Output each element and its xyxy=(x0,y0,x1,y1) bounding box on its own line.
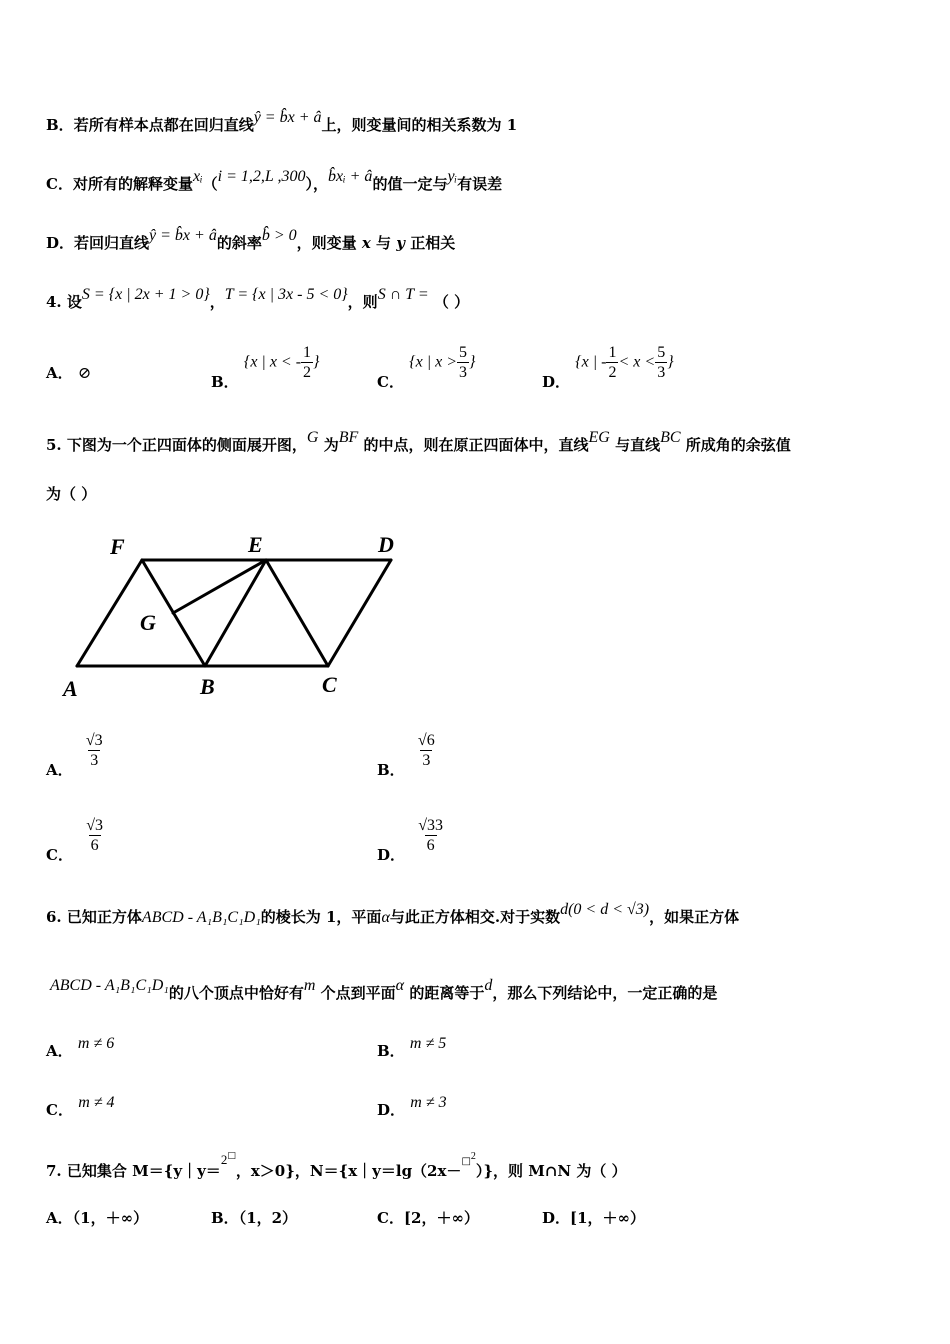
option-text: 正相关 xyxy=(405,234,456,252)
stem-text: ，则 xyxy=(347,293,378,311)
option-math: m ≠ 4 xyxy=(78,1094,115,1111)
stem-text: ，那么下列结论中，一定正确的是 xyxy=(492,984,718,1002)
edge-af xyxy=(77,560,142,666)
option-text: （1，2） xyxy=(238,1209,298,1227)
label-f: F xyxy=(110,534,125,559)
fraction xyxy=(655,343,667,382)
point-g: G xyxy=(306,429,319,446)
option-label: A． xyxy=(46,1209,73,1227)
q5-stem xyxy=(46,429,791,456)
numerator: √3 xyxy=(86,817,103,834)
option-label: B． xyxy=(211,372,239,391)
option-text: [2，＋∞） xyxy=(403,1209,479,1227)
numerator: 5 xyxy=(458,344,467,361)
net-lines xyxy=(77,560,391,666)
option-label: B． xyxy=(377,760,405,779)
edge-ec xyxy=(266,560,328,666)
var-x: x xyxy=(361,234,371,252)
slope-condition: b̂ > 0 xyxy=(261,227,297,244)
line-eg: EG xyxy=(588,429,610,446)
stem-text: ，x＞0}，N＝{x｜y＝lg（2x－ xyxy=(235,1162,462,1180)
option-label: A． xyxy=(46,364,73,382)
option-label: C． xyxy=(46,845,73,864)
option-label: D． xyxy=(542,1209,571,1227)
segment-bf: BF xyxy=(338,429,359,446)
cube-name: ABCD - A₁B₁C₁D₁ xyxy=(50,977,169,994)
denominator: 2 xyxy=(608,364,617,381)
paren: （ xyxy=(202,175,218,193)
fraction xyxy=(457,343,469,382)
option-math: m ≠ 6 xyxy=(77,1035,115,1052)
q3-option-d xyxy=(46,227,456,254)
q4-option-c[interactable] xyxy=(377,343,476,391)
plane-alpha: α xyxy=(381,909,390,926)
option-label: A． xyxy=(46,760,73,779)
q6-stem-line2 xyxy=(50,977,718,1004)
option-label: C． xyxy=(46,175,73,193)
regression-line-formula: ŷ = b̂x + â xyxy=(253,109,322,126)
q5-option-a[interactable] xyxy=(46,731,105,779)
q3-option-c xyxy=(46,168,503,195)
denominator: 2 xyxy=(303,364,312,381)
label-d: D xyxy=(378,532,394,557)
question-number: 6. xyxy=(46,908,62,926)
exponent-base: 2 xyxy=(220,1152,228,1167)
q7-option-d[interactable] xyxy=(542,1208,645,1228)
q7-option-a[interactable] xyxy=(46,1208,148,1228)
edge-cd xyxy=(328,560,391,666)
option-text: 对所有的解释变量 xyxy=(72,175,193,193)
option-label: A． xyxy=(46,1042,73,1060)
cube-name: ABCD - A₁B₁C₁D₁ xyxy=(141,909,261,926)
option-label: D． xyxy=(377,845,406,864)
option-text: ，则变量 xyxy=(296,234,362,252)
math-xi: xᵢ xyxy=(192,168,203,185)
option-text: 的斜率 xyxy=(216,234,262,252)
numerator: √33 xyxy=(418,817,444,834)
set-s: S = {x | 2x + 1 > 0} xyxy=(81,286,210,303)
stem-text: 与直线 xyxy=(615,436,661,454)
stem-text: 已知集合 M＝{y｜y＝ xyxy=(66,1162,221,1180)
q5-stem-line2 xyxy=(46,484,96,504)
numerator: √3 xyxy=(85,732,103,749)
set-expr: } xyxy=(468,353,476,371)
set-expr: {x | x < - xyxy=(243,353,302,371)
stem-text: 已知正方体 xyxy=(66,908,142,926)
q5-option-c[interactable] xyxy=(46,816,105,864)
fraction xyxy=(416,731,437,770)
q3-option-b xyxy=(46,109,518,136)
option-label: B． xyxy=(211,1209,239,1227)
option-text: [1，＋∞） xyxy=(570,1209,646,1227)
label-g: G xyxy=(140,610,156,635)
stem-text: 的中点，则在原正四面体中，直线 xyxy=(363,436,589,454)
stem-text: 个点到平面 xyxy=(320,984,396,1002)
q4-stem xyxy=(46,286,470,313)
fraction xyxy=(84,731,105,770)
denominator: 6 xyxy=(90,837,99,854)
stem-text: 为 xyxy=(323,436,339,454)
exponent: 2 xyxy=(470,1151,476,1162)
option-label: B． xyxy=(377,1042,405,1060)
question-number: 7. xyxy=(46,1162,62,1180)
stem-text: ， xyxy=(209,293,225,311)
missing-glyph-box: □ xyxy=(461,1156,471,1167)
question-number: 5. xyxy=(46,436,62,454)
option-label: D． xyxy=(542,372,571,391)
option-text: 有误差 xyxy=(457,175,503,193)
q4-option-d[interactable] xyxy=(542,343,674,391)
math-fitted-value: b̂xᵢ + â xyxy=(328,168,373,185)
option-math: m ≠ 5 xyxy=(409,1035,447,1052)
stem-text: 的棱长为 1，平面 xyxy=(260,908,382,926)
d-range: (0 < d < √3) xyxy=(568,901,650,918)
q5-option-b[interactable] xyxy=(377,731,437,779)
numerator: 5 xyxy=(657,344,666,361)
stem-text: 的八个顶点中恰好有 xyxy=(168,984,304,1002)
stem-text: ）}，则 M∩N 为（ ） xyxy=(475,1162,627,1180)
set-expr: } xyxy=(667,353,674,371)
q6-stem xyxy=(46,901,740,928)
fraction xyxy=(84,816,105,855)
set-t: T = {x | 3x - 5 < 0} xyxy=(224,286,348,303)
option-label: C． xyxy=(46,1101,73,1119)
var-d: d xyxy=(560,901,569,918)
set-expr: } xyxy=(313,353,320,371)
question-number: 4. xyxy=(46,293,62,311)
stem-text: 为（ ） xyxy=(46,485,97,503)
numerator: 1 xyxy=(303,344,312,361)
stem-text: 设 xyxy=(66,293,82,311)
q6-option-a[interactable] xyxy=(46,1035,115,1062)
tetrahedron-net-figure xyxy=(55,530,415,705)
option-text: 上，则变量间的相关系数为 1 xyxy=(321,116,518,134)
label-a: A xyxy=(63,676,78,701)
intersection-expr: S ∩ T = xyxy=(377,286,429,303)
q7-stem xyxy=(46,1151,627,1184)
set-expr: {x | - xyxy=(575,353,607,371)
q6-option-b[interactable] xyxy=(377,1035,447,1062)
regression-line-formula: ŷ = b̂x + â xyxy=(149,227,217,244)
fraction xyxy=(606,343,618,382)
option-text: （1，＋∞） xyxy=(72,1209,149,1227)
denominator: 3 xyxy=(422,752,431,769)
line-bc: BC xyxy=(660,429,681,446)
q6-option-d[interactable] xyxy=(377,1094,447,1121)
option-label: D． xyxy=(46,234,75,252)
empty-set-symbol: ⊘ xyxy=(77,365,92,382)
var-d: d xyxy=(484,977,493,994)
q5-option-d[interactable] xyxy=(377,816,445,864)
stem-text: 的距离等于 xyxy=(409,984,485,1002)
denominator: 3 xyxy=(657,364,666,381)
option-math: m ≠ 3 xyxy=(410,1094,447,1111)
math-yi: yᵢ xyxy=(447,168,458,185)
option-text: 与 xyxy=(370,234,397,252)
q4-option-a[interactable] xyxy=(46,363,91,384)
denominator: 6 xyxy=(426,837,435,854)
option-text: 的值一定与 xyxy=(372,175,448,193)
option-label: C． xyxy=(377,372,404,391)
missing-glyph-box: □ xyxy=(227,1151,236,1161)
stem-text: 与此正方体相交.对于实数 xyxy=(389,908,561,926)
paren: ）， xyxy=(305,175,328,193)
stem-text: 下图为一个正四面体的侧面展开图， xyxy=(66,436,307,454)
math-index-range: i = 1,2,L ,300 xyxy=(217,168,306,185)
q7-option-c[interactable] xyxy=(377,1208,479,1228)
fraction xyxy=(416,816,445,855)
q7-option-b[interactable] xyxy=(211,1208,297,1228)
stem-text: ，如果正方体 xyxy=(649,908,740,926)
option-label: C． xyxy=(377,1209,404,1227)
var-y: y xyxy=(396,234,405,252)
set-expr: {x | x > xyxy=(409,353,457,371)
numerator: √6 xyxy=(417,732,435,749)
label-c: C xyxy=(322,672,337,697)
option-text: 若所有样本点都在回归直线 xyxy=(73,116,254,134)
denominator: 3 xyxy=(90,752,99,769)
q4-option-b[interactable] xyxy=(211,343,320,391)
option-label: B． xyxy=(46,116,74,134)
answer-blank: （ ） xyxy=(433,293,470,311)
option-label: D． xyxy=(377,1101,406,1119)
numerator: 1 xyxy=(608,344,617,361)
denominator: 3 xyxy=(458,364,467,381)
fraction xyxy=(301,343,313,382)
var-m: m xyxy=(303,977,316,994)
label-e: E xyxy=(248,532,263,557)
stem-text: 所成角的余弦值 xyxy=(685,436,791,454)
plane-alpha: α xyxy=(395,977,405,994)
label-b: B xyxy=(200,674,215,699)
q6-option-c[interactable] xyxy=(46,1094,115,1121)
set-expr: < x < xyxy=(618,353,656,371)
option-text: 若回归直线 xyxy=(74,234,150,252)
